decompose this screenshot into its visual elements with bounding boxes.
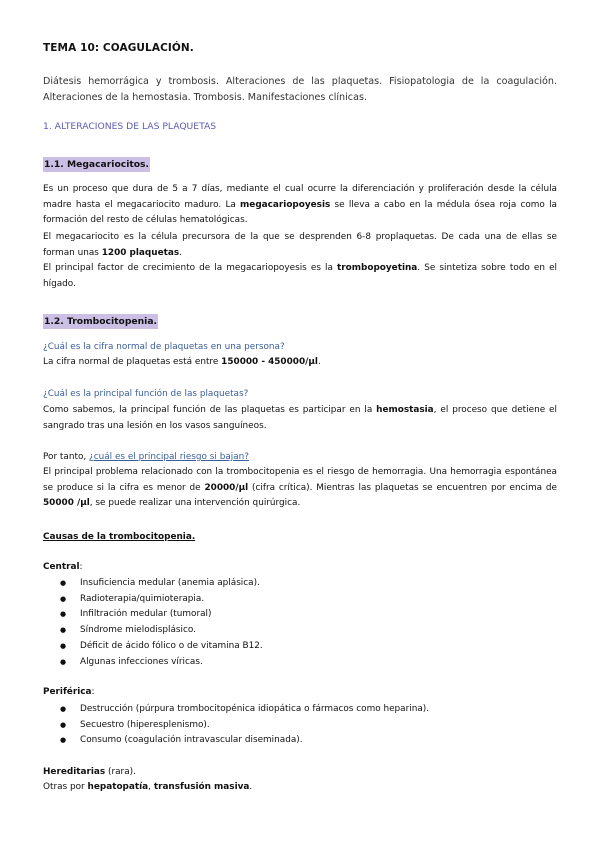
text-run: (cifra crítica). Mientras las plaquetas se encuentren por encima de bbox=[248, 482, 557, 493]
bold-term: trombopoyetina bbox=[337, 263, 418, 273]
answer-funcion bbox=[43, 403, 557, 434]
text-run: . bbox=[249, 782, 253, 792]
bold-term: 1200 plaquetas bbox=[101, 247, 180, 258]
text-run: . bbox=[317, 357, 321, 367]
label-bold: Hereditarias bbox=[43, 767, 106, 777]
text-run: Es un proceso que dura de 5 a 7 días, mediante el cual ocurre la diferenciación y proliferación desde la célula madre hasta el megacariocito maduro. La bbox=[43, 184, 557, 210]
section-heading-1: 1. ALTERACIONES DE LAS PLAQUETAS bbox=[43, 121, 217, 132]
bold-term: 20000/µl bbox=[204, 482, 249, 493]
label-bold: Central bbox=[43, 562, 80, 572]
label-colon: : bbox=[91, 687, 95, 697]
causas-heading: Causas de la trombocitopenia. bbox=[43, 532, 196, 542]
text-run: El principal problema relacionado con la trombocitopenia es el riesgo de hemorragia. Una hemorragia espontánea se produce si la cifra es menor de bbox=[43, 467, 557, 493]
answer-riesgo bbox=[43, 465, 557, 512]
bold-term: 50000 /µl bbox=[43, 498, 90, 509]
otras-line bbox=[43, 782, 252, 792]
text-run: . Se sintetiza sobre todo en el hígado. bbox=[43, 263, 557, 289]
highlighted-heading: 1.2. Trombocitopenia. bbox=[44, 316, 158, 327]
text-run: , se puede realizar una intervención quirúrgica. bbox=[89, 498, 301, 509]
bold-term: transfusión masiva bbox=[153, 782, 250, 792]
bold-term: hemostasia bbox=[376, 405, 434, 415]
question-cifra-normal: ¿Cuál es la cifra normal de plaquetas en una persona? bbox=[43, 342, 285, 352]
paragraph-megacariopoyesis bbox=[43, 182, 557, 229]
central-causes-list bbox=[43, 576, 263, 670]
label-colon: : bbox=[79, 562, 83, 572]
list-item: ● Destrucción (púrpura trombocitopénica idiopática o fármacos como heparina). bbox=[43, 702, 429, 718]
answer-cifra-normal bbox=[43, 355, 557, 371]
central-label bbox=[43, 562, 83, 572]
text-run: El principal factor de crecimiento de la megacariopoyesis es la bbox=[43, 263, 338, 273]
document-title: TEMA 10: COAGULACIÓN. bbox=[43, 42, 194, 54]
highlighted-heading: 1.1. Megacariocitos. bbox=[44, 159, 150, 170]
text-run: Como sabemos, la principal función de las plaquetas es participar en la bbox=[43, 405, 377, 415]
list-item: ● Consumo (coagulación intravascular diseminada). bbox=[43, 733, 429, 749]
question-underlined: ¿cuál es el principal riesgo si bajan? bbox=[89, 452, 250, 462]
list-item: ● Síndrome mielodisplásico. bbox=[43, 623, 263, 639]
list-item: ● Radioterapia/quimioterapia. bbox=[43, 592, 263, 608]
text-run: se lleva a cabo en la médula ósea roja como la formación del resto de células hematológicas. bbox=[43, 199, 557, 226]
list-item: ● Algunas infecciones víricas. bbox=[43, 655, 263, 671]
text-run: . bbox=[179, 247, 182, 258]
question-riesgo bbox=[43, 450, 557, 466]
list-item: ● Secuestro (hiperesplenismo). bbox=[43, 718, 429, 734]
text-run: Otras por bbox=[43, 782, 88, 792]
paragraph-trombopoyetina bbox=[43, 261, 557, 292]
periferica-causes-list bbox=[43, 702, 429, 749]
text-run: , bbox=[148, 782, 154, 792]
hereditarias-line bbox=[43, 767, 136, 777]
list-item: ● Insuficiencia medular (anemia aplásica). bbox=[43, 576, 263, 592]
periferica-label bbox=[43, 687, 95, 697]
bold-term: 150000 - 450000/µl bbox=[221, 357, 318, 367]
text-run: Por tanto, bbox=[43, 452, 90, 462]
list-item: ● Infiltración medular (tumoral) bbox=[43, 607, 263, 623]
subsection-heading-megacariocitos bbox=[43, 152, 150, 171]
paragraph-proplaquetas bbox=[43, 230, 557, 261]
intro-text: Diátesis hemorrágica y trombosis. Alteraciones de las plaquetas. Fisiopatologia de la coagulación. Alteraciones de la hemostasia. Trombosis. Manifestaciones clínicas. bbox=[43, 76, 557, 103]
question-funcion: ¿Cuál es la principal función de las plaquetas? bbox=[43, 389, 249, 399]
text-run: La cifra normal de plaquetas está entre bbox=[43, 357, 222, 367]
subsection-heading-trombocitopenia bbox=[43, 309, 158, 328]
bold-term: megacariopoyesis bbox=[240, 199, 331, 210]
label-bold: Periférica bbox=[43, 687, 92, 697]
text-run: , el proceso que detiene el sangrado tras una lesión en los vasos sanguíneos. bbox=[43, 405, 557, 431]
text-run: (rara). bbox=[105, 767, 136, 777]
list-item: ● Déficit de ácido fólico o de vitamina B12. bbox=[43, 639, 263, 655]
text-run: El megacariocito es la célula precursora de la que se desprenden 6-8 proplaquetas. De cada una de ellas se forman unas bbox=[43, 232, 557, 258]
bold-term: hepatopatía bbox=[87, 782, 149, 792]
